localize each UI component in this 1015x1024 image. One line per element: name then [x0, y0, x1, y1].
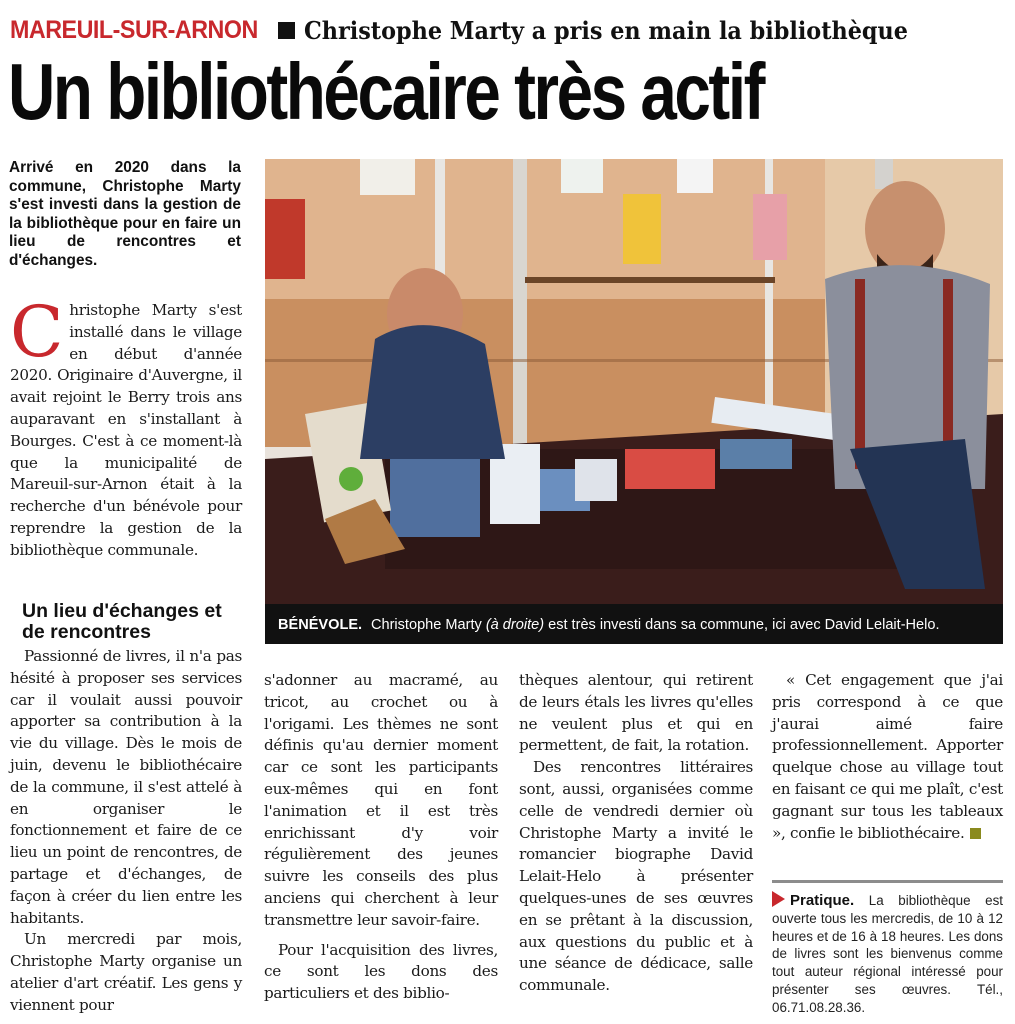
practical-info-body: La bibliothèque est ouverte tous les mercredis, de 10 à 12 heures et de 16 à 18 heures. Les dons de livres sont les bienvenus comme tout auteur régional intéressé pour présenter ses œuvres. Tél., 06.71.08.28.36. — [772, 893, 1003, 1015]
paragraph-5: Des rencontres littéraires sont, aussi, organisées comme celle de vendredi dernier où Christophe Marty a invité le romancier biographe David Lelait-Helo à présenter quelques-unes de ses œuvres en se prêtant à la discussion, aux questions du public et à une séance de dédicace, salle communale. — [519, 758, 753, 995]
caption-text-italic: (à droite) — [485, 615, 545, 633]
paragraph-6 — [772, 670, 1003, 844]
paragraph-6-text: « Cet engagement que j'ai pris correspond à ce que j'aurai aimé faire professionnellement. Apporter quelque chose au village tout en faisant ce qui me plaît, c'est gagnant sur tous les tableaux », confie le bibliothécaire. — [772, 671, 1003, 842]
article-photo — [265, 159, 1003, 604]
square-bullet-icon — [278, 22, 295, 39]
paragraph-4: Pour l'acquisition des livres, ce sont les dons des particuliers et des biblio- — [264, 940, 498, 1003]
article-column-1-bottom — [10, 646, 242, 1017]
arrow-right-icon — [772, 891, 785, 907]
paragraph-1-text: hristophe Marty s'est installé dans le village en début d'année 2020. Originaire d'Auvergne, il avait rejoint le Berry trois ans auparavant en s'installant à Bourges. C'est à ce moment-là que la municipalité de Mareuil-sur-Arnon était à la recherche d'un bénévole pour reprendre la gestion de la bibliothèque communale. — [10, 301, 242, 559]
article-column-4 — [772, 670, 1003, 844]
practical-info-text — [772, 891, 1003, 1017]
practical-info-label: Pratique. — [790, 892, 855, 909]
caption-label: BÉNÉVOLE. — [278, 615, 363, 633]
photo-caption — [265, 604, 1003, 644]
paragraph-3-continued: s'adonner au macramé, au tricot, au crochet ou à l'origami. Les thèmes ne sont définis qu'au dernier moment car ce sont les participants eux-mêmes qui en font l'animation et il est très enrichissant d'y voir régulièrement des jeunes suivre les conseils des plus anciens qui cherchent à leur transmettre leur savoir-faire. — [264, 671, 498, 929]
section-subhead: Un lieu d'échanges et de rencontres — [22, 600, 222, 643]
kicker — [10, 14, 953, 46]
library-scene-illustration — [265, 159, 1003, 604]
practical-info-box — [772, 880, 1003, 1017]
paragraph-4-continued: thèques alentour, qui retirent de leurs étals les livres qu'elles ne veulent plus et qui en permettent, de fait, la rotation. — [519, 671, 753, 755]
end-square-icon — [970, 828, 981, 839]
headline: Un bibliothécaire très actif — [8, 47, 763, 136]
caption-text-start: Christophe Marty — [370, 615, 482, 633]
kicker-location: MAREUIL-SUR-ARNON — [10, 15, 258, 44]
article-column-1-top — [10, 291, 242, 562]
caption-text-end: est très investi dans sa commune, ici avec David Lelait-Helo. — [548, 615, 940, 633]
lead-paragraph: Arrivé en 2020 dans la commune, Christophe Marty s'est investi dans la gestion de la bibliothèque pour en faire un lieu de rencontres et d'échanges. — [9, 159, 241, 269]
paragraph-1 — [10, 291, 242, 562]
article-column-2 — [264, 670, 498, 1005]
article-column-3 — [519, 670, 753, 997]
paragraph-3: Un mercredi par mois, Christophe Marty organise un atelier d'art créatif. Les gens y viennent pour — [10, 930, 242, 1014]
kicker-subtitle: Christophe Marty a pris en main la bibliothèque — [304, 15, 908, 45]
paragraph-2: Passionné de livres, il n'a pas hésité à proposer ses services car il voulait aussi pouvoir apporter sa contribution à la vie du village. Dès le mois de juin, devenu le bibliothécaire de la commune, il s'est attelé à en organiser le fonctionnement et faire de ce lieu un point de rencontres, de partage et d'échanges, de façon à créer du lien entre les habitants. — [10, 647, 242, 927]
drop-cap: C — [10, 291, 64, 373]
